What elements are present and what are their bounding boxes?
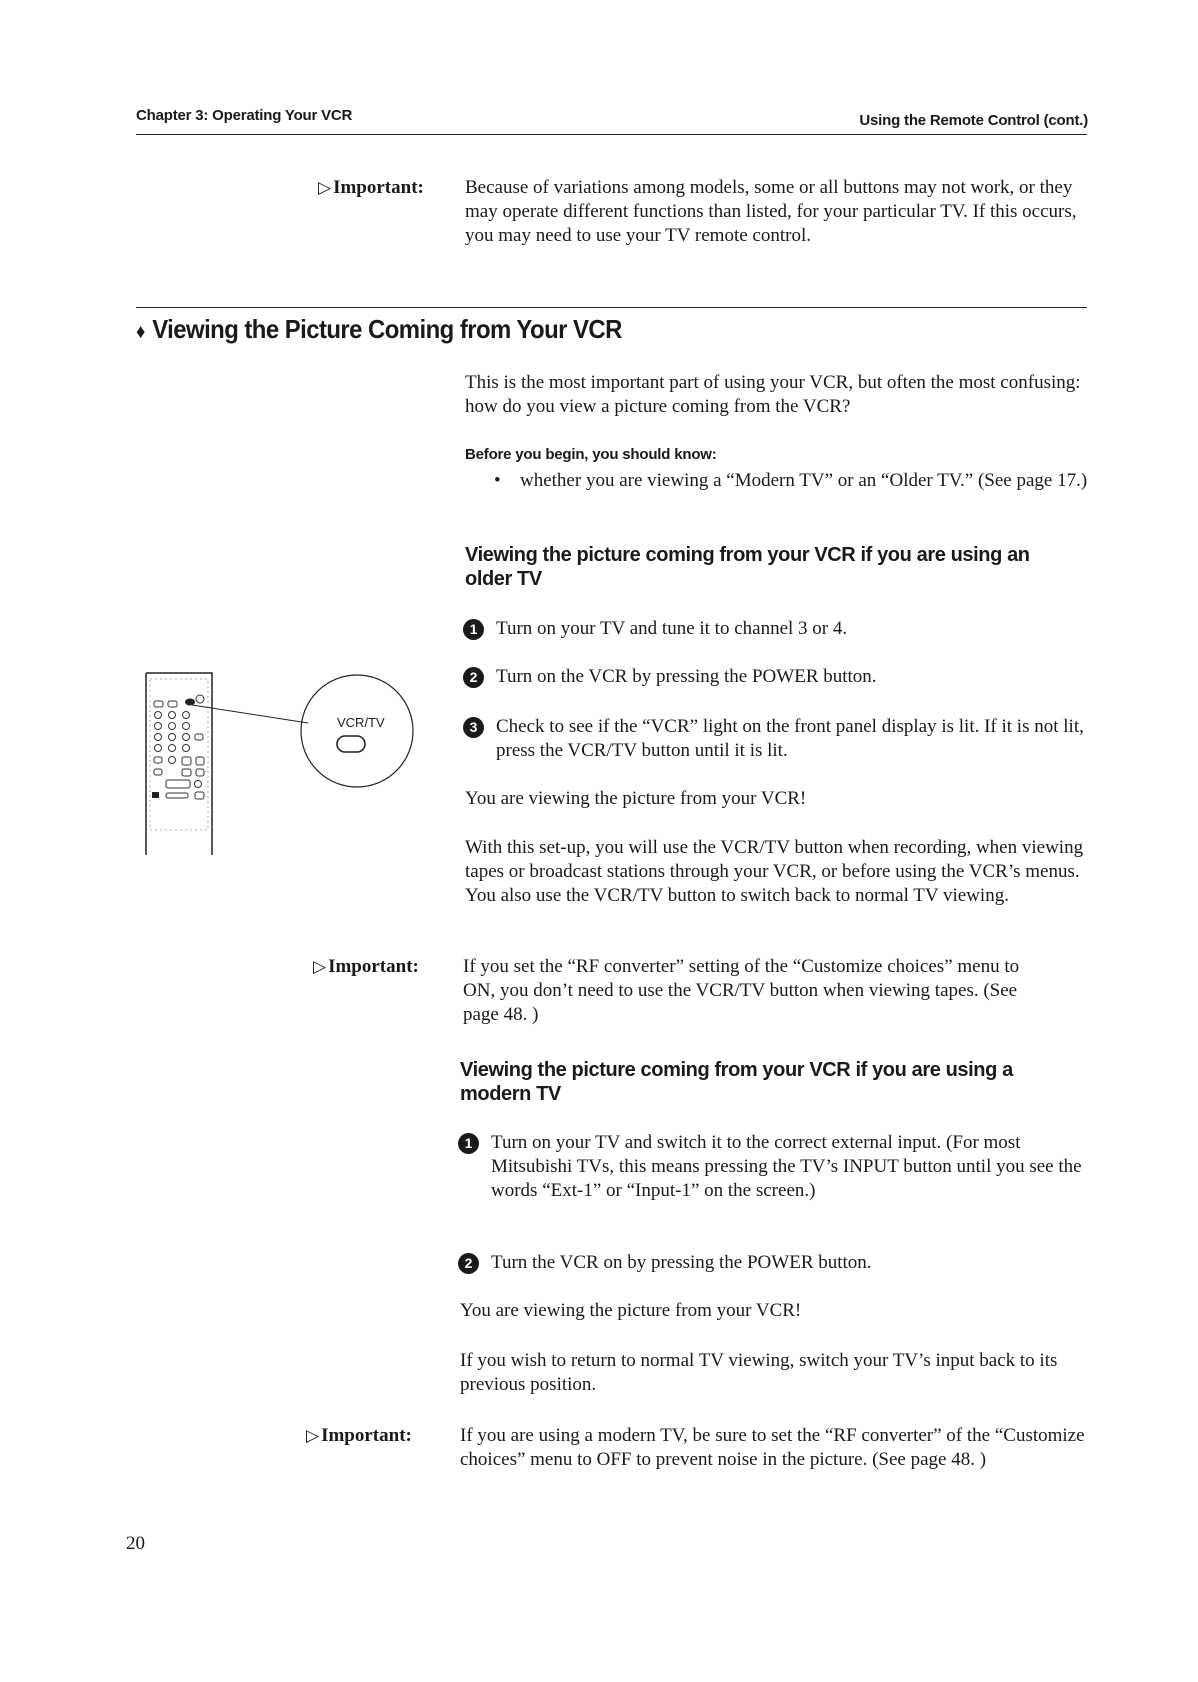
diamond-icon: ♦ bbox=[136, 321, 145, 343]
section-rule bbox=[136, 307, 1087, 308]
modern-step-1: 1 Turn on your TV and switch it to the correct external input. (For most Mitsubishi TVs, this means pressing the TV’s INPUT button until you see the words “Ext-1” or “Input-1” on the screen.) bbox=[458, 1131, 1083, 1203]
older-note: With this set-up, you will use the VCR/TV button when recording, when viewing tapes or broadcast stations through your VCR, or before using the VCR’s menus. You also use the VCR/TV button to switch back to normal TV viewing. bbox=[465, 837, 1084, 906]
vcrtv-button-icon bbox=[337, 736, 365, 752]
before-heading: Before you begin, you should know: bbox=[465, 446, 717, 463]
section-header: Using the Remote Control (cont.) bbox=[859, 112, 1088, 129]
remote-illustration bbox=[140, 665, 430, 855]
important-text-3: If you are using a modern TV, be sure to set the “RF converter” of the “Customize choices” menu to OFF to prevent noise in the picture. (See page 48. ) bbox=[460, 1425, 1085, 1470]
triangle-icon: ▷ bbox=[306, 1426, 320, 1445]
older-step-3: 3 Check to see if the “VCR” light on the front panel display is lit. If it is not lit, press the VCR/TV button until it is lit. bbox=[463, 715, 1088, 763]
modern-note: If you wish to return to normal TV viewing, switch your TV’s input back to its previous position. bbox=[460, 1350, 1058, 1395]
modern-step-2: 2 Turn the VCR on by pressing the POWER button. bbox=[458, 1251, 1083, 1275]
section-title-text: Viewing the Picture Coming from Your VCR bbox=[152, 314, 622, 344]
section-intro: This is the most important part of using your VCR, but often the most confusing: how do you view a picture coming from the VCR? bbox=[465, 372, 1081, 417]
step-number-icon: 1 bbox=[463, 619, 484, 640]
step-number-icon: 1 bbox=[458, 1133, 479, 1154]
triangle-icon: ▷ bbox=[318, 178, 332, 197]
modern-tv-heading: Viewing the picture coming from your VCR if you are using a modern TV bbox=[460, 1059, 1013, 1105]
important-label-3: ▷ Important: bbox=[306, 1425, 412, 1446]
bullet-icon: • bbox=[494, 470, 501, 491]
page-number: 20 bbox=[126, 1533, 145, 1554]
important-label-1: ▷ Important: bbox=[318, 177, 424, 198]
step-number-icon: 2 bbox=[463, 667, 484, 688]
header-rule bbox=[136, 134, 1087, 135]
list-item: • whether you are viewing a “Modern TV” or an “Older TV.” (See page 17.) bbox=[490, 469, 1090, 493]
older-result: You are viewing the picture from your VCR! bbox=[465, 788, 807, 809]
important-text-2: If you set the “RF converter” setting of the “Customize choices” menu to ON, you don’t need to use the VCR/TV button when viewing tapes. (See page 48. ) bbox=[463, 956, 1020, 1025]
step-number-icon: 2 bbox=[458, 1253, 479, 1274]
important-text-1: Because of variations among models, some or all buttons may not work, or they may operate different functions than listed, for your particular TV. If this occurs, you may need to use your TV remote control. bbox=[465, 177, 1077, 246]
older-step-2: 2 Turn on the VCR by pressing the POWER button. bbox=[463, 665, 1088, 689]
modern-result: You are viewing the picture from your VCR! bbox=[460, 1300, 802, 1321]
section-title bbox=[136, 314, 622, 345]
older-tv-heading: Viewing the picture coming from your VCR if you are using an older TV bbox=[465, 544, 1030, 590]
step-number-icon: 3 bbox=[463, 717, 484, 738]
important-label-2: ▷ Important: bbox=[313, 956, 419, 977]
vcrtv-callout-label: VCR/TV bbox=[337, 715, 385, 730]
chapter-header: Chapter 3: Operating Your VCR bbox=[136, 107, 353, 124]
before-list bbox=[490, 469, 1090, 493]
older-step-1: 1 Turn on your TV and tune it to channel 3 or 4. bbox=[463, 617, 1088, 641]
triangle-icon: ▷ bbox=[313, 957, 327, 976]
